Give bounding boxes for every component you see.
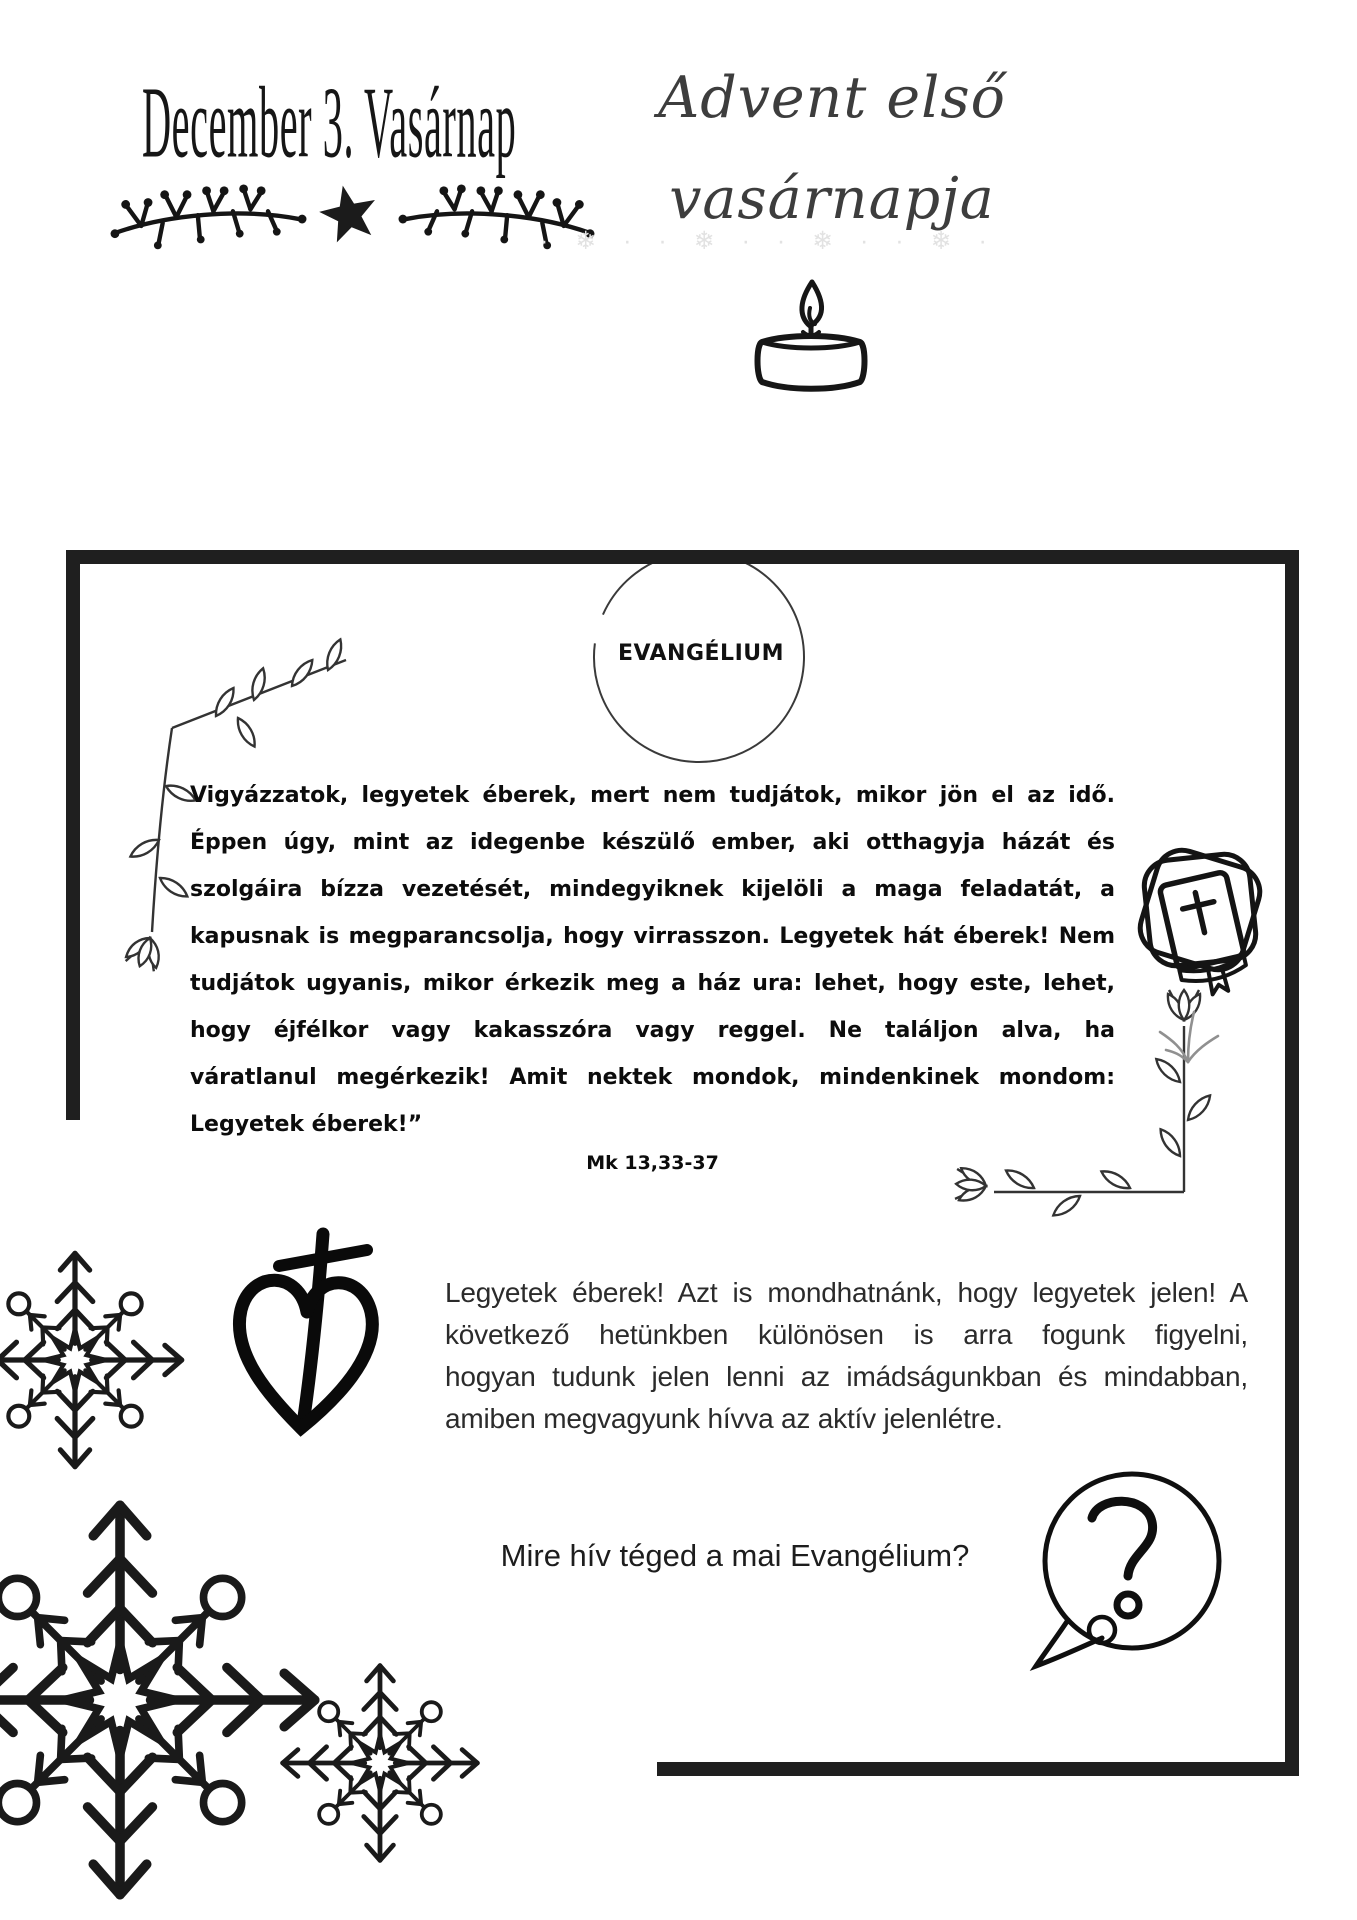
subtitle-line-1: Advent első bbox=[658, 65, 1006, 131]
sprout-icon bbox=[1146, 1006, 1230, 1064]
candle-icon bbox=[748, 278, 874, 396]
reflection-line: amiben megvagyunk hívva az aktív jelenlétre. bbox=[445, 1403, 1003, 1434]
gospel-line: váratlanul megérkezik! Amit nektek mondok, mindenkinek mondom: bbox=[190, 1065, 1115, 1090]
reflection-line: hogyan tudunk jelen lenni az imádságunkban és mindabban, bbox=[445, 1361, 1248, 1392]
frame-border-left bbox=[66, 550, 80, 1120]
script-subtitle bbox=[636, 48, 1028, 250]
snowflake-icon bbox=[0, 1245, 190, 1475]
date-title: December 3. Vasárnap bbox=[142, 65, 517, 180]
frame-border-top bbox=[66, 550, 1299, 564]
frame-border-bottom bbox=[657, 1762, 1299, 1776]
question-bubble-icon bbox=[1030, 1462, 1240, 1674]
reflection-line: Legyetek éberek! Azt is mondhatnánk, hogy legyetek jelen! A bbox=[445, 1277, 1248, 1308]
bible-icon bbox=[1124, 836, 1278, 1010]
question-text: Mire hív téged a mai Evangélium? bbox=[500, 1538, 970, 1573]
reflection-line: következő hetünkben különösen is arra fogunk figyelni, bbox=[445, 1319, 1248, 1350]
heart-cross-icon bbox=[215, 1226, 395, 1444]
snowflake-icon bbox=[275, 1658, 485, 1868]
subtitle-line-2: vasárnapja bbox=[669, 166, 995, 232]
gospel-line: tudjátok ugyanis, mikor érkezik meg a ház ura: lehet, hogy este, lehet, bbox=[190, 971, 1115, 996]
reflection-text bbox=[445, 1272, 1248, 1440]
gospel-heading: EVANGÉLIUM bbox=[617, 641, 785, 666]
branch-left-icon bbox=[112, 182, 307, 260]
gospel-line: szolgáira bízza vezetését, mindegyiknek kijelöli a maga feladatát, a bbox=[190, 877, 1115, 902]
gospel-line: Vigyázzatok, legyetek éberek, mert nem tudjátok, mikor jön el az idő. bbox=[190, 783, 1115, 808]
gospel-line: Éppen úgy, mint az idegenbe készülő ember, aki otthagyja házát és bbox=[190, 830, 1115, 855]
gospel-line: kapusnak is megparancsolja, hogy virrasszon. Legyetek hát éberek! Nem bbox=[190, 924, 1115, 949]
faint-snowflake-row: · ❄ · · ❄ · · ❄ · · ❄ · bbox=[540, 227, 997, 255]
frame-border-right bbox=[1285, 550, 1299, 1776]
star-icon bbox=[318, 184, 380, 246]
gospel-line: hogy éjfélkor vagy kakasszóra vagy reggel. Ne találjon alva, ha bbox=[190, 1018, 1115, 1043]
gospel-citation: Mk 13,33-37 bbox=[586, 1152, 719, 1174]
gospel-line: Legyetek éberek!” bbox=[190, 1112, 423, 1137]
gospel-text bbox=[190, 772, 1115, 1148]
